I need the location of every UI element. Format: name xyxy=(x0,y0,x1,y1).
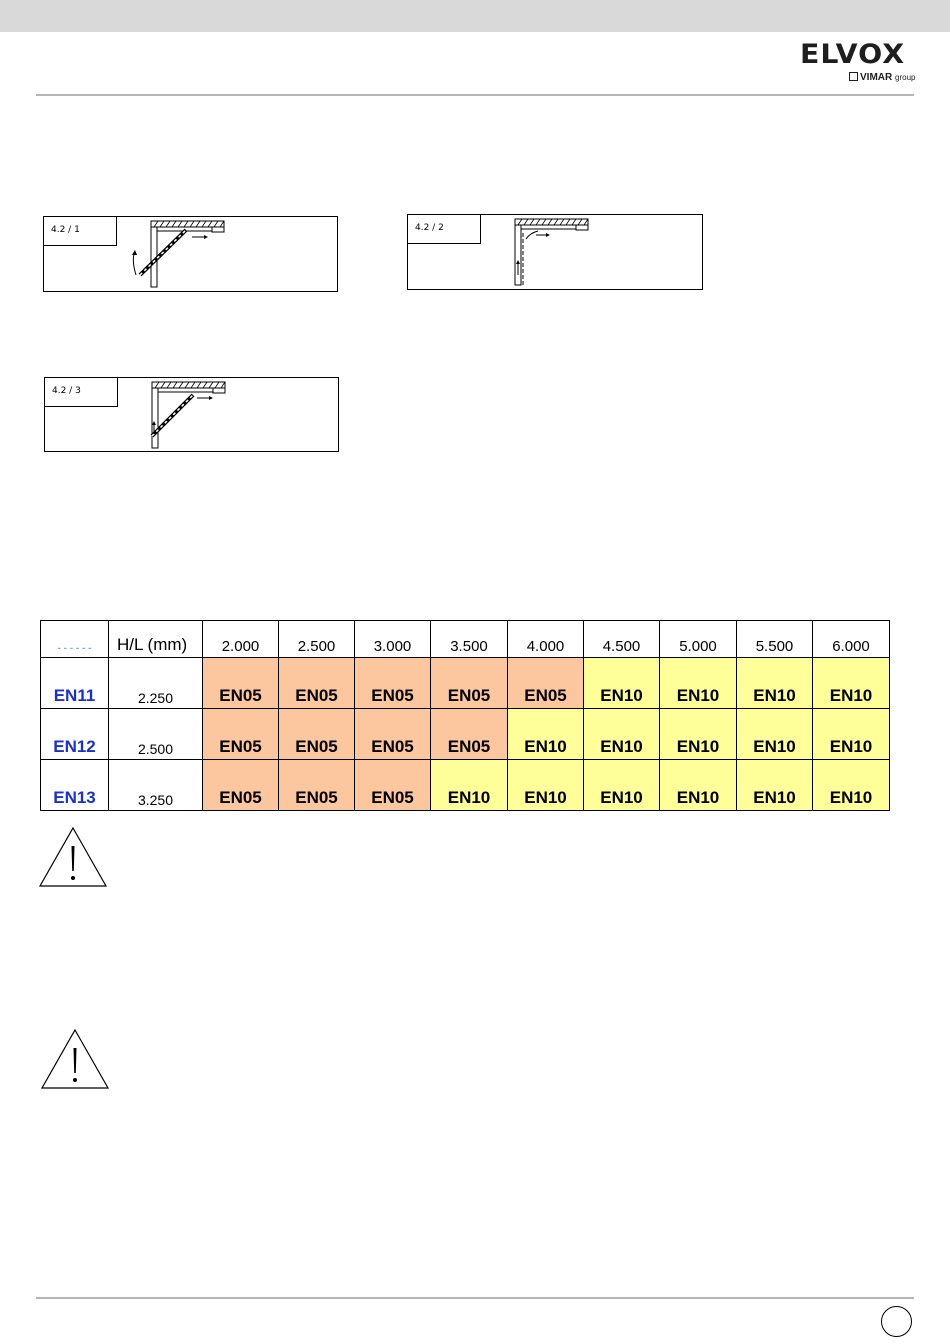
figure-label: 4.2 / 2 xyxy=(408,215,481,244)
motor-cell: EN10 xyxy=(737,658,813,709)
door-diagram-swing-icon xyxy=(44,217,339,293)
header-faded-text: - - - - - - xyxy=(57,643,92,654)
motor-cell: EN10 xyxy=(508,709,584,760)
footer-divider xyxy=(36,1297,914,1299)
brand-group-suffix: group xyxy=(895,73,916,82)
header-divider xyxy=(36,94,914,96)
brand-name: ELVOX xyxy=(800,39,906,70)
height-cell: 3.250 xyxy=(109,760,203,811)
motor-cell: EN10 xyxy=(813,760,890,811)
header-width: 5.500 xyxy=(737,621,813,658)
header-width: 6.000 xyxy=(813,621,890,658)
header-width: 2.000 xyxy=(203,621,279,658)
figure-label: 4.2 / 1 xyxy=(44,217,117,246)
motor-cell: EN05 xyxy=(279,658,355,709)
header-width: 2.500 xyxy=(279,621,355,658)
motor-cell: EN10 xyxy=(584,709,660,760)
motor-cell: EN05 xyxy=(431,658,508,709)
motor-cell: EN05 xyxy=(355,709,431,760)
model-cell: EN13 xyxy=(41,760,109,811)
table-row xyxy=(41,658,890,709)
figure-4-2-2 xyxy=(407,214,703,290)
brand-logo xyxy=(800,40,916,88)
motor-cell: EN05 xyxy=(508,658,584,709)
vimar-square-icon xyxy=(849,72,858,81)
motor-cell: EN10 xyxy=(584,658,660,709)
motor-selection-table xyxy=(40,620,890,811)
motor-cell: EN05 xyxy=(203,709,279,760)
motor-cell: EN10 xyxy=(660,658,737,709)
model-cell: EN12 xyxy=(41,709,109,760)
table-row xyxy=(41,760,890,811)
table-row xyxy=(41,709,890,760)
motor-cell: EN10 xyxy=(660,709,737,760)
motor-cell: EN05 xyxy=(203,658,279,709)
brand-group-name: VIMAR xyxy=(860,72,893,83)
motor-cell: EN10 xyxy=(813,658,890,709)
motor-cell: EN10 xyxy=(431,760,508,811)
motor-cell: EN05 xyxy=(279,760,355,811)
motor-cell: EN05 xyxy=(355,658,431,709)
motor-cell: EN10 xyxy=(737,760,813,811)
figure-label: 4.2 / 3 xyxy=(45,378,118,407)
motor-cell: EN05 xyxy=(203,760,279,811)
warning-triangle-icon xyxy=(40,1028,110,1090)
figure-4-2-3 xyxy=(44,377,339,452)
motor-cell: EN10 xyxy=(660,760,737,811)
figure-4-2-1 xyxy=(43,216,338,292)
height-cell: 2.500 xyxy=(109,709,203,760)
motor-cell: EN05 xyxy=(355,760,431,811)
header-width: 5.000 xyxy=(660,621,737,658)
motor-cell: EN10 xyxy=(737,709,813,760)
door-diagram-sectional-icon xyxy=(408,215,704,291)
header-width: 4.500 xyxy=(584,621,660,658)
header-width: 3.000 xyxy=(355,621,431,658)
brand-group xyxy=(849,72,915,84)
motor-cell: EN05 xyxy=(279,709,355,760)
header-width: 3.500 xyxy=(431,621,508,658)
height-cell: 2.250 xyxy=(109,658,203,709)
model-cell: EN11 xyxy=(41,658,109,709)
door-diagram-tilt-icon xyxy=(45,378,340,453)
header-model xyxy=(41,621,109,658)
header-bar xyxy=(0,0,950,32)
motor-cell: EN10 xyxy=(584,760,660,811)
header-width: 4.000 xyxy=(508,621,584,658)
header-hl: H/L (mm) xyxy=(109,621,203,658)
table-header-row xyxy=(41,621,890,658)
motor-cell: EN10 xyxy=(813,709,890,760)
motor-cell: EN10 xyxy=(508,760,584,811)
warning-triangle-icon xyxy=(38,826,108,888)
motor-cell: EN05 xyxy=(431,709,508,760)
page-number-circle xyxy=(881,1306,912,1337)
